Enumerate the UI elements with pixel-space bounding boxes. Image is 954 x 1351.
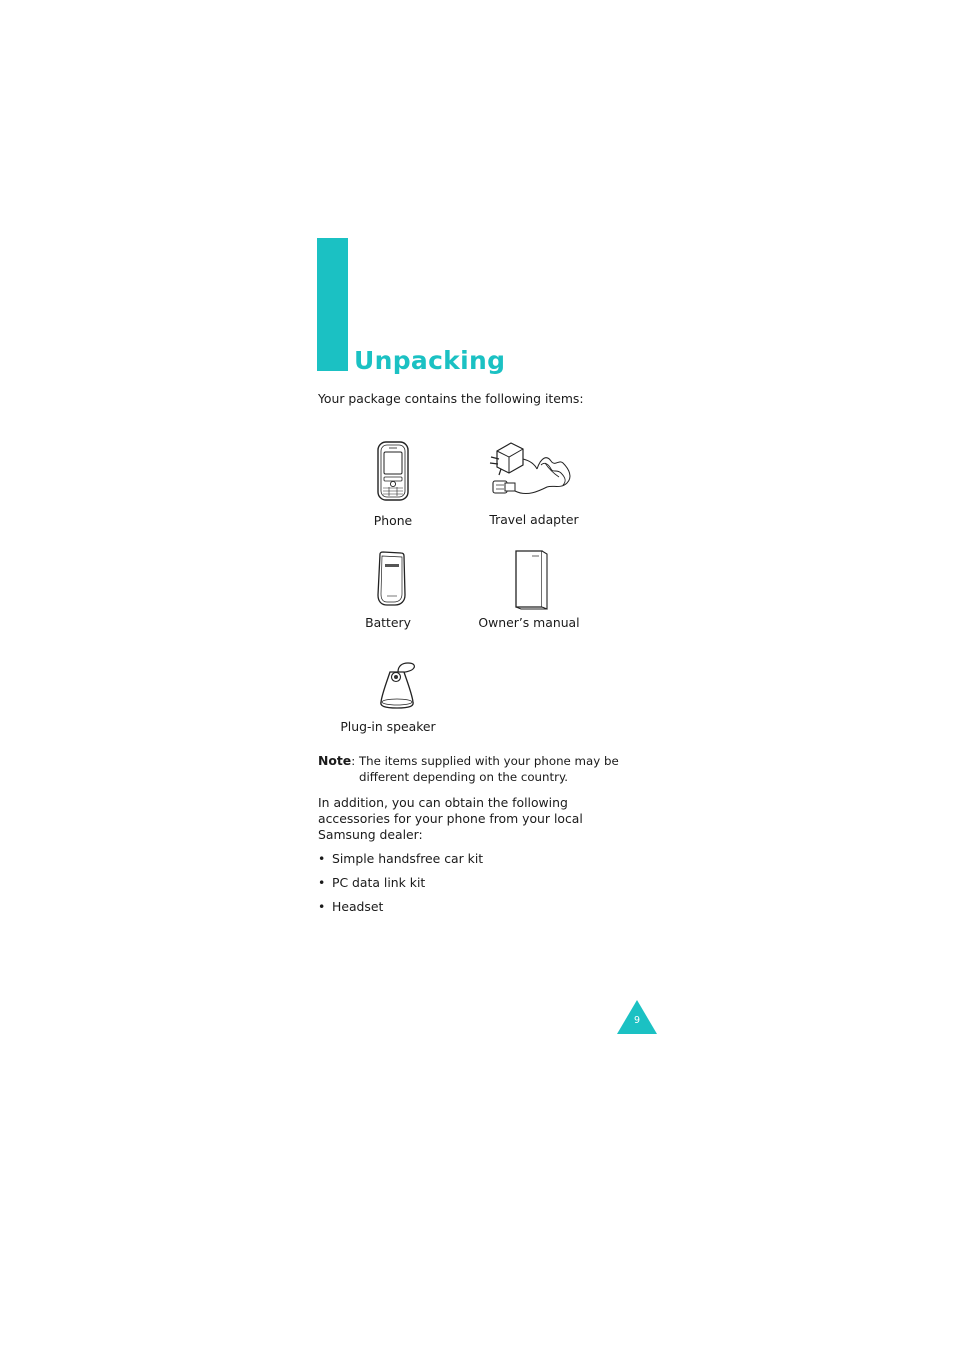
travel-adapter-icon	[487, 439, 577, 503]
note-label: Note	[318, 753, 352, 768]
accessory-item: • PC data link kit	[332, 875, 425, 891]
note-block	[318, 753, 619, 769]
speaker-icon	[376, 660, 418, 710]
chapter-accent-bar	[317, 238, 348, 371]
page-title: Unpacking	[354, 346, 506, 375]
note-text-line1: : The items supplied with your phone may be	[351, 754, 619, 768]
item-label-travel-adapter: Travel adapter	[489, 512, 579, 527]
phone-icon	[376, 441, 410, 501]
item-label-owners-manual: Owner’s manual	[478, 615, 580, 630]
intro-text: Your package contains the following items:	[318, 391, 584, 406]
item-label-battery: Battery	[365, 615, 411, 630]
addition-line3: Samsung dealer:	[318, 827, 423, 842]
note-text-line2: different depending on the country.	[359, 770, 569, 784]
accessory-item: • Headset	[332, 899, 383, 915]
addition-line2: accessories for your phone from your local	[318, 811, 583, 826]
battery-icon	[375, 551, 407, 607]
addition-line1: In addition, you can obtain the following	[318, 795, 568, 810]
accessory-item: • Simple handsfree car kit	[332, 851, 483, 867]
manual-icon	[512, 549, 550, 611]
page-number: 9	[633, 1015, 641, 1026]
item-label-phone: Phone	[373, 513, 413, 528]
item-label-plug-in-speaker: Plug-in speaker	[340, 719, 436, 734]
